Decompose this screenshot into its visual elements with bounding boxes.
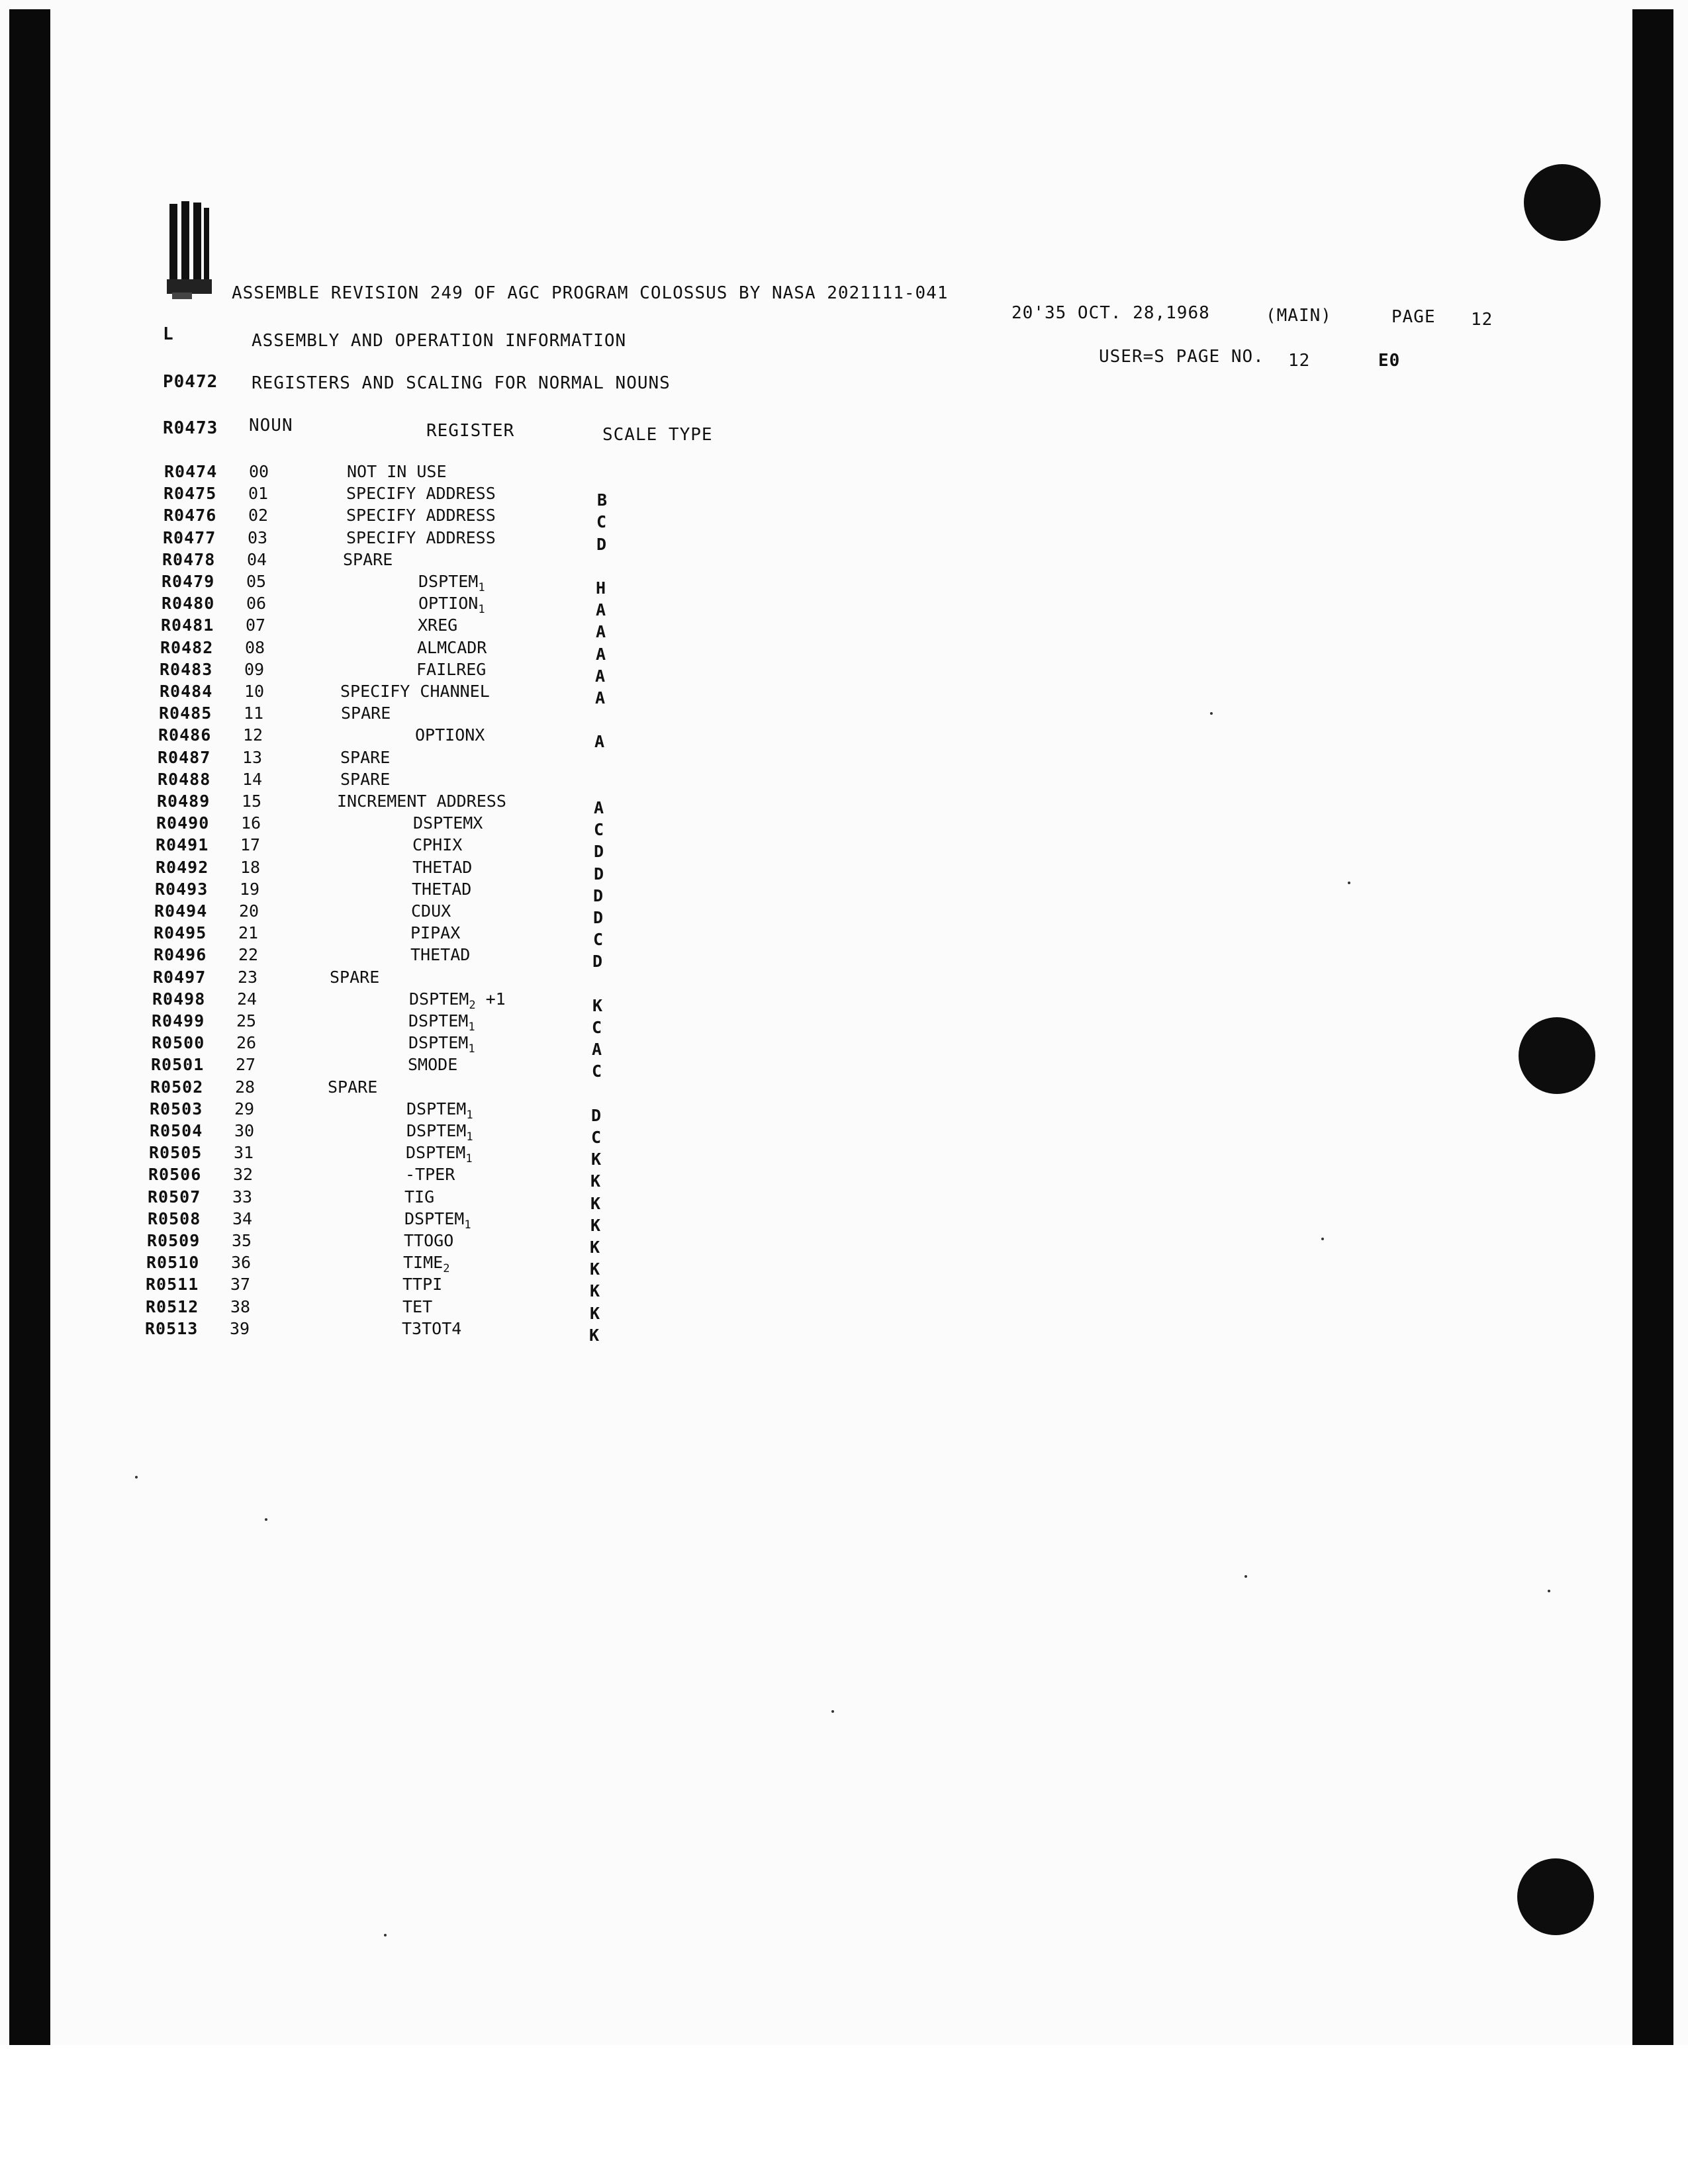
row-noun: 16 [241,813,261,833]
row-scale-type: D [594,864,604,884]
row-noun: 18 [240,858,261,877]
scan-speck [1244,1575,1247,1578]
register-name: SPECIFY ADDRESS [346,484,496,503]
register-name: ALMCADR [417,638,487,657]
row-register [406,1121,473,1144]
row-register [340,770,390,789]
row-ref: R0474 [164,462,218,481]
row-ref: R0478 [162,550,216,569]
register-name: -TPER [405,1165,455,1184]
row-ref: R0494 [154,901,208,921]
row-ref: R0499 [152,1011,205,1030]
scan-border-right [1632,9,1673,2045]
register-name: NOT IN USE [347,462,447,481]
row-register [405,1165,455,1184]
register-name: SPARE [330,968,380,987]
row-register [409,989,506,1012]
register-name: DSPTEM [406,1121,467,1140]
row-ref: R0475 [164,484,217,503]
row-noun: 29 [234,1099,255,1118]
row-scale-type: C [594,820,604,839]
row-ref: R0504 [150,1121,203,1140]
register-subscript: 1 [478,581,485,594]
row-register [415,725,485,745]
row-ref: R0492 [156,858,209,877]
row-noun: 12 [243,725,263,745]
row-scale-type: K [590,1238,600,1257]
row-scale-type: A [596,645,606,664]
row-noun: 04 [247,550,267,569]
row-register [340,682,490,701]
register-name: TIME [403,1253,444,1272]
row-register [413,813,483,833]
row-noun: 35 [232,1231,252,1250]
row-ref: R0482 [160,638,214,657]
row-register [403,1253,449,1275]
row-register [418,615,457,635]
row-ref: R0507 [148,1187,201,1206]
row-scale-type: C [592,1062,602,1081]
row-register [404,1231,453,1250]
scan-speck [384,1934,387,1936]
row-ref: R0513 [145,1319,199,1338]
register-subscript: 1 [478,603,485,616]
register-name: SPECIFY ADDRESS [346,506,496,525]
row-noun: 30 [234,1121,255,1140]
register-subscript: 1 [468,1042,475,1056]
binder-clip-mark [167,201,214,300]
register-subscript: 1 [465,1152,473,1165]
register-name: THETAD [410,945,471,964]
row-noun: 28 [235,1077,256,1097]
scan-speck [135,1476,138,1479]
row-noun: 21 [238,923,259,942]
row-ref: R0506 [148,1165,202,1184]
row-register [404,1209,471,1232]
row-scale-type: D [593,908,604,927]
register-name: TIG [404,1187,435,1206]
row-register [346,506,496,525]
row-noun: 15 [242,792,262,811]
register-name: THETAD [412,858,473,877]
row-scale-type: C [596,512,607,531]
row-ref: R0479 [162,572,215,591]
row-register [402,1275,442,1294]
binder-hole-bottom [1517,1858,1594,1935]
row-ref: R0509 [147,1231,201,1250]
binder-hole-top [1524,164,1601,241]
row-noun: 06 [246,594,267,613]
users-code: E0 [1378,351,1401,371]
row-ref: R0495 [154,923,207,942]
scan-border-left [9,9,50,2045]
row-scale-type: D [593,886,604,905]
register-name: SPARE [328,1077,378,1097]
row-scale-type: K [590,1171,601,1191]
register-name: TTOGO [404,1231,454,1250]
register-name: T3TOT4 [402,1319,462,1338]
row-noun: 13 [242,748,263,767]
users-page-number: 12 [1288,351,1311,371]
row-noun: 02 [248,506,269,525]
scan-speck [1210,712,1213,715]
scan-speck [1321,1238,1324,1240]
row-scale-type: C [592,1018,602,1037]
register-name: THETAD [412,880,472,899]
row-noun: 14 [242,770,263,789]
scan-speck [831,1710,834,1713]
register-name: CPHIX [412,835,463,854]
row-noun: 17 [240,835,261,854]
row-ref: R0488 [158,770,211,789]
column-scale-header: SCALE TYPE [602,425,713,445]
timestamp: 20'35 OCT. 28,1968 [1011,303,1210,323]
row-ref: R0500 [152,1033,205,1052]
row-noun: 31 [234,1143,254,1162]
row-noun: 00 [249,462,269,481]
row-noun: 01 [248,484,269,503]
register-name: SMODE [408,1055,458,1074]
register-subscript: 1 [468,1021,475,1034]
row-noun: 11 [244,704,264,723]
row-ref: R0501 [151,1055,205,1074]
row-scale-type: A [594,732,605,751]
row-ref: R0477 [163,528,216,547]
row-register [337,792,506,811]
row-register [346,528,496,547]
row-scale-type: K [589,1326,600,1345]
row-ref: R0483 [160,660,213,679]
register-name: OPTION [418,594,479,613]
register-subscript: 2 [443,1262,450,1275]
register-name: DSPTEM [408,1033,469,1052]
row-ref: R0505 [149,1143,203,1162]
row-noun: 33 [232,1187,253,1206]
register-subscript: 1 [464,1218,471,1232]
column-register-header: REGISTER [426,421,515,441]
table-title: REGISTERS AND SCALING FOR NORMAL NOUNS [252,373,671,393]
row-scale-type: K [591,1150,602,1169]
row-register [416,660,486,679]
row-ref: R0511 [146,1275,199,1294]
row-scale-type: K [592,996,603,1015]
row-scale-type: D [596,535,607,554]
row-noun: 03 [248,528,268,547]
row-register [330,968,379,987]
l-marker: L [163,324,174,344]
row-noun: 32 [233,1165,254,1184]
row-scale-type: A [592,1040,602,1059]
row-noun: 08 [245,638,265,657]
row-register [406,1143,473,1165]
register-name: OPTIONX [415,725,485,745]
row-noun: 26 [236,1033,257,1052]
row-register [402,1297,432,1316]
assemble-line: ASSEMBLE REVISION 249 OF AGC PROGRAM COLOSSUS BY NASA 2021111-041 [232,283,949,303]
row-scale-type: K [590,1304,600,1323]
row-ref: R0484 [160,682,213,701]
register-subscript: 1 [466,1109,473,1122]
row-scale-type: K [590,1194,601,1213]
row-register [408,1055,457,1074]
row-noun: 38 [230,1297,251,1316]
register-name: TTPI [402,1275,443,1294]
row-ref: R0497 [153,968,207,987]
row-scale-type: C [593,930,604,949]
row-register [346,484,496,503]
row-ref: R0498 [152,989,206,1009]
page-number: 12 [1471,310,1493,330]
register-name: SPARE [340,770,391,789]
row-scale-type: A [595,666,606,686]
row-noun: 22 [238,945,259,964]
row-scale-type: A [596,600,606,619]
row-register [408,1011,475,1034]
row-scale-type: D [592,952,603,971]
register-name: TET [402,1297,433,1316]
row-noun: 23 [238,968,258,987]
register-suffix: +1 [475,989,506,1009]
row-noun: 10 [244,682,265,701]
register-name: SPECIFY CHANNEL [340,682,490,701]
row-scale-type: K [590,1216,601,1235]
row-noun: 37 [230,1275,251,1294]
row-scale-type: A [595,688,606,707]
row-ref: R0491 [156,835,209,854]
register-subscript: 1 [466,1130,473,1144]
row-ref: R0512 [146,1297,199,1316]
row-ref: R0502 [150,1077,204,1097]
row-register [418,594,485,616]
register-name: SPARE [341,704,391,723]
row-register [412,880,471,899]
row-ref: R0481 [161,615,214,635]
register-name: CDUX [411,901,451,921]
column-ref: R0473 [163,418,218,438]
column-noun-header: NOUN [249,416,293,435]
row-noun: 36 [231,1253,252,1272]
register-name: DSPTEM [409,989,469,1009]
register-name: XREG [418,615,458,635]
row-noun: 25 [236,1011,257,1030]
row-scale-type: B [597,490,608,510]
register-name: INCREMENT ADDRESS [337,792,506,811]
row-scale-type: A [594,798,604,817]
row-ref: R0476 [164,506,217,525]
row-noun: 05 [246,572,267,591]
title-ref: P0472 [163,372,218,392]
register-name: DSPTEM [406,1099,467,1118]
row-ref: R0510 [146,1253,200,1272]
row-register [412,858,472,877]
row-register [328,1077,377,1097]
row-register [341,704,391,723]
register-name: SPARE [343,550,393,569]
register-name: DSPTEM [406,1143,466,1162]
row-register [410,945,470,964]
row-ref: R0496 [154,945,207,964]
row-scale-type: D [591,1106,602,1125]
row-scale-type: H [596,578,606,598]
row-ref: R0503 [150,1099,203,1118]
scan-speck [265,1518,267,1521]
row-scale-type: D [594,842,604,861]
row-register [404,1187,434,1206]
row-register [418,572,485,594]
row-ref: R0489 [157,792,211,811]
row-noun: 27 [236,1055,256,1074]
row-ref: R0480 [162,594,215,613]
scan-speck [1348,882,1350,884]
row-register [412,835,462,854]
row-ref: R0485 [159,704,212,723]
row-register [410,923,460,942]
row-scale-type: A [596,622,606,641]
row-ref: R0486 [158,725,212,745]
row-register [406,1099,473,1122]
register-name: DSPTEM [404,1209,465,1228]
register-name: DSPTEMX [413,813,483,833]
scan-speck [1548,1590,1550,1592]
binder-hole-middle [1519,1017,1595,1094]
section-label: (MAIN) [1266,306,1332,326]
row-noun: 07 [246,615,266,635]
row-ref: R0508 [148,1209,201,1228]
register-name: SPECIFY ADDRESS [346,528,496,547]
page-label: PAGE [1391,307,1436,327]
row-noun: 24 [237,989,258,1009]
row-register [408,1033,475,1056]
register-name: DSPTEM [418,572,479,591]
row-ref: R0493 [155,880,209,899]
register-subscript: 2 [469,999,476,1012]
row-register [411,901,451,921]
row-register [347,462,447,481]
row-scale-type: C [591,1128,602,1147]
row-noun: 09 [244,660,265,679]
row-noun: 39 [230,1319,250,1338]
row-scale-type: K [590,1259,600,1279]
row-scale-type: K [590,1281,600,1300]
register-name: SPARE [340,748,391,767]
row-register [417,638,487,657]
users-page-label: USER=S PAGE NO. [1099,347,1264,367]
row-register [343,550,393,569]
subtitle: ASSEMBLY AND OPERATION INFORMATION [252,331,627,351]
row-register [340,748,390,767]
register-name: FAILREG [416,660,487,679]
row-noun: 20 [239,901,259,921]
row-register [402,1319,461,1338]
row-ref: R0487 [158,748,211,767]
register-name: DSPTEM [408,1011,469,1030]
row-noun: 34 [232,1209,253,1228]
row-noun: 19 [240,880,260,899]
register-name: PIPAX [410,923,461,942]
row-ref: R0490 [156,813,210,833]
